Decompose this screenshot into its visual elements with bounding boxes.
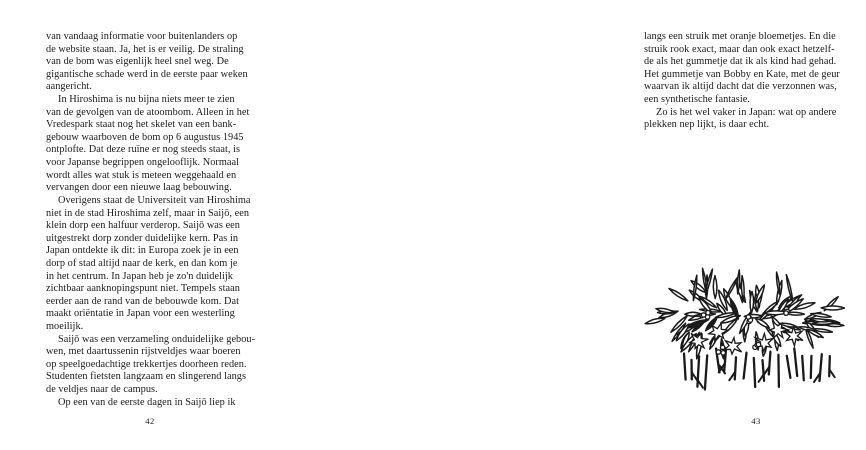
text-line: struik rook exact, maar dan ook exact hetzelf- [644,43,835,55]
text-line: niet in de stad Hiroshima zelf, maar in Saijō, een [46,207,250,219]
text-line: klein dorp een halfuur verderop. Saijō was een [46,220,240,232]
page-number-left: 42 [145,416,155,426]
text-line: van vandaag informatie voor buitenlanders op [46,31,238,42]
text-line: gebouw waarboven de bom op 6 augustus 1945 [46,131,244,143]
right-page-text [644,31,840,132]
text-line: Overigens staat de Universiteit van Hiroshima [58,194,251,206]
left-page-text [46,31,255,409]
text-line: de veldjes naar de campus. [46,384,158,396]
text-line: waarvan ik altijd dacht dat die verzonnen was, [644,81,837,93]
text-line: voor Japanse begrippen ongelooflijk. Normaal [46,157,240,169]
text-line: van de bom was eigenlijk heel snel weg. De [46,56,229,68]
text-line: in het centrum. In Japan heb je zo'n duidelijk [46,270,233,282]
text-line: Japan ontdekte ik dit: in Europa zoek je in een [46,245,239,257]
text-line: op speelgoedachtige trekkertjes doorheen reden. [46,358,247,370]
text-line: een synthetische fantasie. [644,94,750,106]
text-line: uitgestrekt dorp zonder duidelijke kern. Pas in [46,232,239,244]
text-line: Saijō was een verzameling onduidelijke gebou- [58,333,256,345]
page-number-right: 43 [751,416,761,426]
text-line: Zo is het wel vaker in Japan: wat op andere [656,106,837,118]
text-line: wen, met daartussenin rijstveldjes waar boeren [46,346,241,358]
shrub-illustration [638,266,858,402]
text-line: gigantische schade werd in de eerste paar weken [46,68,248,80]
text-line: moeilijk. [46,321,84,333]
text-line: Studenten fietsten langzaam en slingerend langs [46,371,247,383]
text-line: aangericht. [46,81,92,93]
text-line: plekken nep lijkt, is daar echt. [644,119,770,131]
text-line: de als het gummetje dat ik als kind had gehad. [644,56,837,68]
text-line: eerder aan de rand van de bebouwde kom. Dat [46,295,239,307]
text-line: maakt oriëntatie in Japan voor een westerling [46,308,235,320]
page-right [300,0,840,450]
text-line: langs een struik met oranje bloemetjes. En die [644,31,836,42]
text-line: de website staan. Ja, het is er veilig. De straling [46,43,244,55]
text-line: Het gummetje van Bobby en Kate, met de geur [644,68,840,80]
text-line: Vredespark staat nog het skelet van een bank- [46,119,237,131]
text-line: zichtbaar aanknopingspunt niet. Tempels staan [46,283,240,295]
text-line: vervangen door een nieuwe laag bebouwing. [46,182,232,194]
text-line: dorp of stad altijd naar de kerk, en dan kom je [46,257,238,269]
page-left [0,0,300,450]
text-line: In Hiroshima is nu bijna niets meer te zien [58,94,235,106]
text-line: Op een van de eerste dagen in Saijō liep ik [58,396,236,408]
text-line: van de gevolgen van de atoombom. Alleen in het [46,106,250,118]
text-line: ontplofte. Dat deze ruïne er nog steeds staat, is [46,144,241,156]
text-line: wordt alles wat stuk is meteen weggehaald en [46,169,237,181]
